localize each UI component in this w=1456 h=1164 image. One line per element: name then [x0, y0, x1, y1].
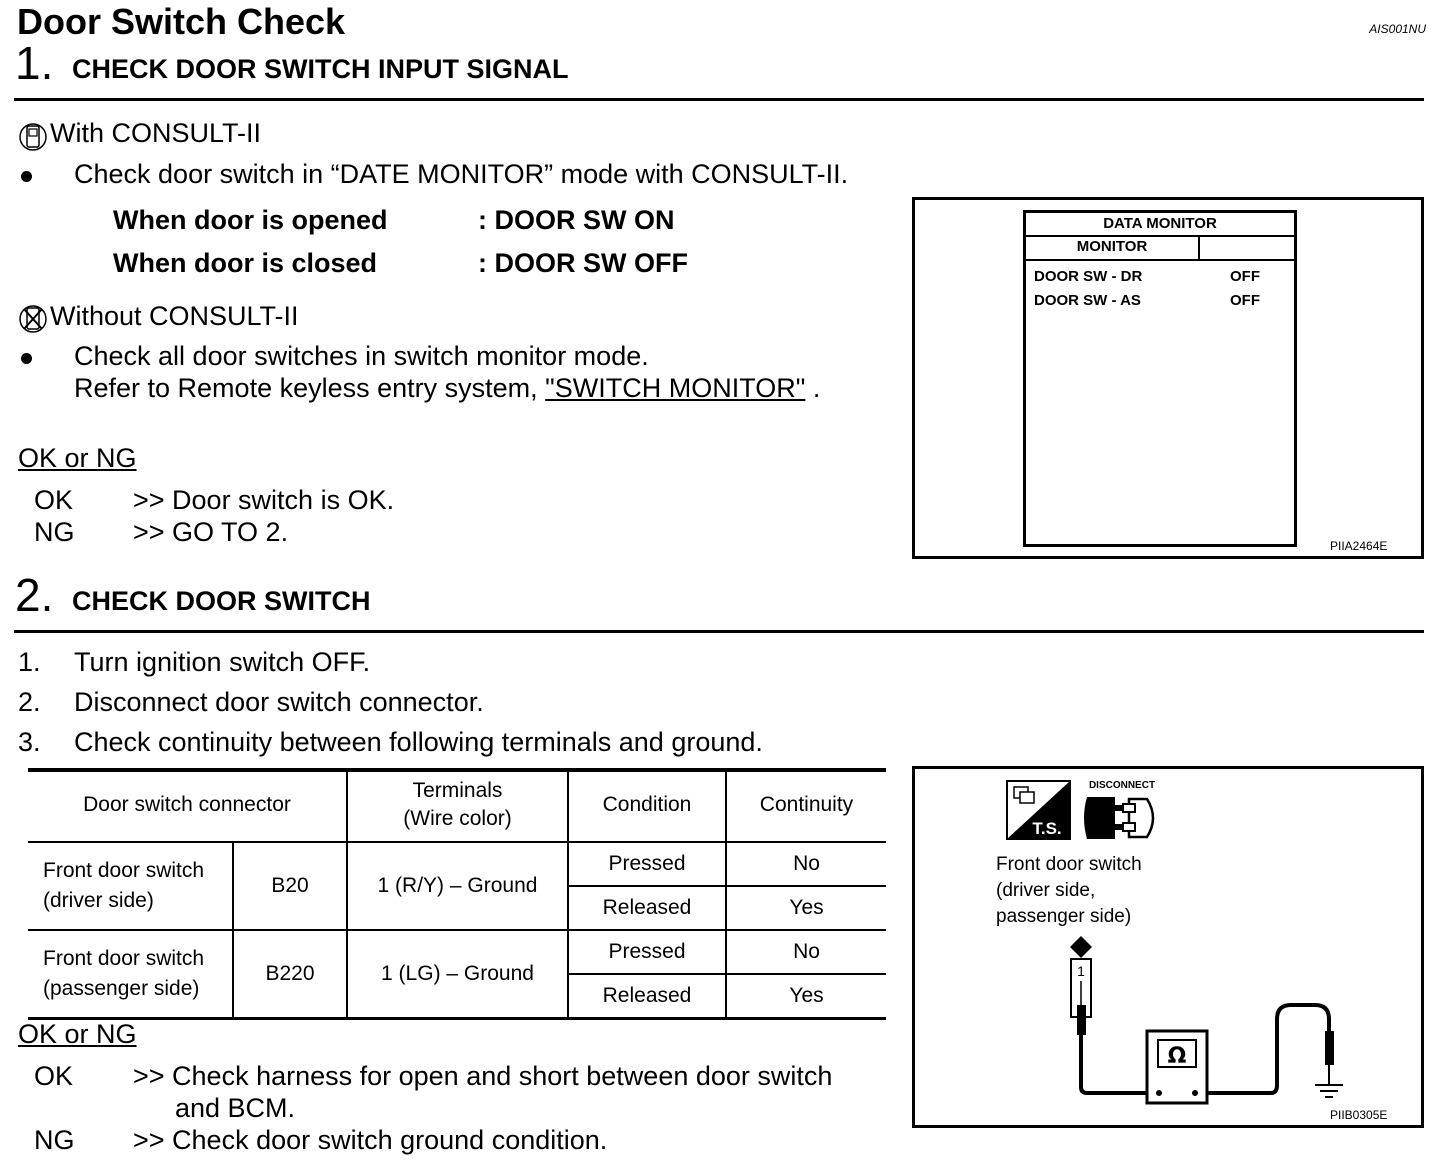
svg-text:Front door switch: Front door switch [996, 854, 1142, 875]
svg-text:DISCONNECT: DISCONNECT [1088, 780, 1156, 791]
table-row [28, 842, 886, 886]
switch-name-line1: Front door switch [43, 859, 205, 882]
header-terminals-line1: Terminals [412, 779, 503, 802]
continuity-cell: No [726, 930, 886, 974]
step2-item-number: 1. [18, 647, 41, 677]
svg-text:1: 1 [1077, 963, 1085, 979]
no-consult-tool-icon [18, 302, 48, 336]
monitor-screen [1023, 210, 1297, 547]
ok-result: >> Door switch is OK. [133, 485, 395, 515]
without-consult-heading: Without CONSULT-II [50, 301, 299, 331]
header-terminals-line2: (Wire color) [403, 807, 512, 830]
monitor-item: DOOR SW - DR [1034, 268, 1143, 285]
monitor-item: DOOR SW - AS [1034, 292, 1141, 309]
monitor-screen-title: DATA MONITOR [1026, 213, 1294, 237]
continuity-cell: Yes [726, 886, 886, 930]
figure-code: PIIB0305E [1330, 1108, 1388, 1122]
table-header-row [28, 769, 886, 842]
with-consult-heading: With CONSULT-II [50, 118, 262, 148]
disconnect-icon [1084, 780, 1155, 839]
ok-ng-heading: OK or NG [18, 443, 137, 473]
reference-code: AIS001NU [1369, 22, 1426, 36]
circuit-diagram [915, 769, 1421, 1125]
figure-code: PIIA2464E [1330, 539, 1388, 553]
ng-result: >> Check door switch ground condition. [133, 1125, 608, 1155]
terminal-spec: 1 (LG) – Ground [347, 930, 568, 1019]
step2-item-text: Disconnect door switch connector. [74, 687, 484, 717]
step1-bullet1: Check door switch in “DATE MONITOR” mode with CONSULT-II. [74, 159, 849, 189]
switch-monitor-link[interactable]: "SWITCH MONITOR" [545, 373, 806, 403]
step1-title: CHECK DOOR SWITCH INPUT SIGNAL [72, 54, 569, 84]
bullet [21, 171, 32, 182]
ok-label: OK [34, 1061, 74, 1091]
condition-label-opened: When door is opened [113, 205, 388, 235]
section-divider [14, 98, 1424, 101]
ts-icon [1007, 781, 1070, 839]
terminal-spec: 1 (R/Y) – Ground [347, 842, 568, 930]
condition-value-closed: : DOOR SW OFF [478, 248, 688, 278]
ok-ng-heading: OK or NG [18, 1019, 137, 1049]
reference-suffix: . [805, 373, 821, 403]
svg-text:Ω: Ω [1167, 1044, 1187, 1069]
header-terminals [347, 769, 568, 842]
continuity-check-figure [912, 766, 1424, 1128]
ok-result-line1: >> Check harness for open and short between door switch [133, 1061, 833, 1091]
condition-cell: Pressed [568, 842, 726, 886]
step2-item-number: 3. [18, 727, 41, 757]
ground-icon [1315, 1031, 1343, 1097]
svg-text:T.S.: T.S. [1032, 819, 1062, 838]
ng-result: >> GO TO 2. [133, 517, 289, 547]
continuity-cell: Yes [726, 974, 886, 1019]
step2-number: 2. [15, 569, 54, 621]
table-row [28, 930, 886, 974]
ok-label: OK [34, 485, 74, 515]
switch-name-line2: (driver side) [43, 889, 154, 912]
condition-label-closed: When door is closed [113, 248, 378, 278]
condition-cell: Pressed [568, 930, 726, 974]
door-switch-connector-icon [1070, 936, 1092, 1035]
ok-result-line2: and BCM. [175, 1093, 296, 1123]
step1-bullet2-line2 [74, 372, 820, 404]
bullet [21, 353, 32, 364]
step1-number: 1. [15, 37, 54, 89]
section-divider [14, 630, 1424, 633]
step1-bullet2-line1: Check all door switches in switch monitor mode. [74, 341, 649, 371]
data-monitor-figure [912, 197, 1424, 559]
connector-id: B220 [233, 930, 347, 1019]
monitor-value: OFF [1230, 292, 1260, 309]
monitor-subtitle-blank [1200, 235, 1294, 261]
monitor-value: OFF [1230, 268, 1260, 285]
header-continuity: Continuity [726, 769, 886, 842]
svg-text:passenger side): passenger side) [996, 906, 1132, 927]
ng-label: NG [34, 1125, 75, 1155]
condition-value-opened: : DOOR SW ON [478, 205, 675, 235]
step2-title: CHECK DOOR SWITCH [72, 586, 371, 616]
ng-label: NG [34, 517, 75, 547]
condition-cell: Released [568, 974, 726, 1019]
reference-text: Refer to Remote keyless entry system, [74, 373, 546, 403]
continuity-table [28, 769, 886, 1020]
page-title: Door Switch Check [17, 1, 346, 42]
consult-tool-icon [18, 120, 48, 154]
connector-id: B20 [233, 842, 347, 930]
monitor-screen-subtitle: MONITOR [1026, 235, 1200, 261]
ohmmeter-icon [1147, 1031, 1207, 1103]
continuity-cell: No [726, 842, 886, 886]
svg-text:(driver side,: (driver side, [996, 880, 1096, 901]
step2-item-text: Turn ignition switch OFF. [74, 647, 371, 677]
step2-item-text: Check continuity between following terminals and ground. [74, 727, 763, 757]
header-condition: Condition [568, 769, 726, 842]
switch-name [28, 930, 233, 1019]
header-connector: Door switch connector [28, 769, 347, 842]
step2-item-number: 2. [18, 687, 41, 717]
switch-name [28, 842, 233, 930]
switch-name-line2: (passenger side) [43, 977, 200, 1000]
condition-cell: Released [568, 886, 726, 930]
switch-name-line1: Front door switch [43, 947, 205, 970]
